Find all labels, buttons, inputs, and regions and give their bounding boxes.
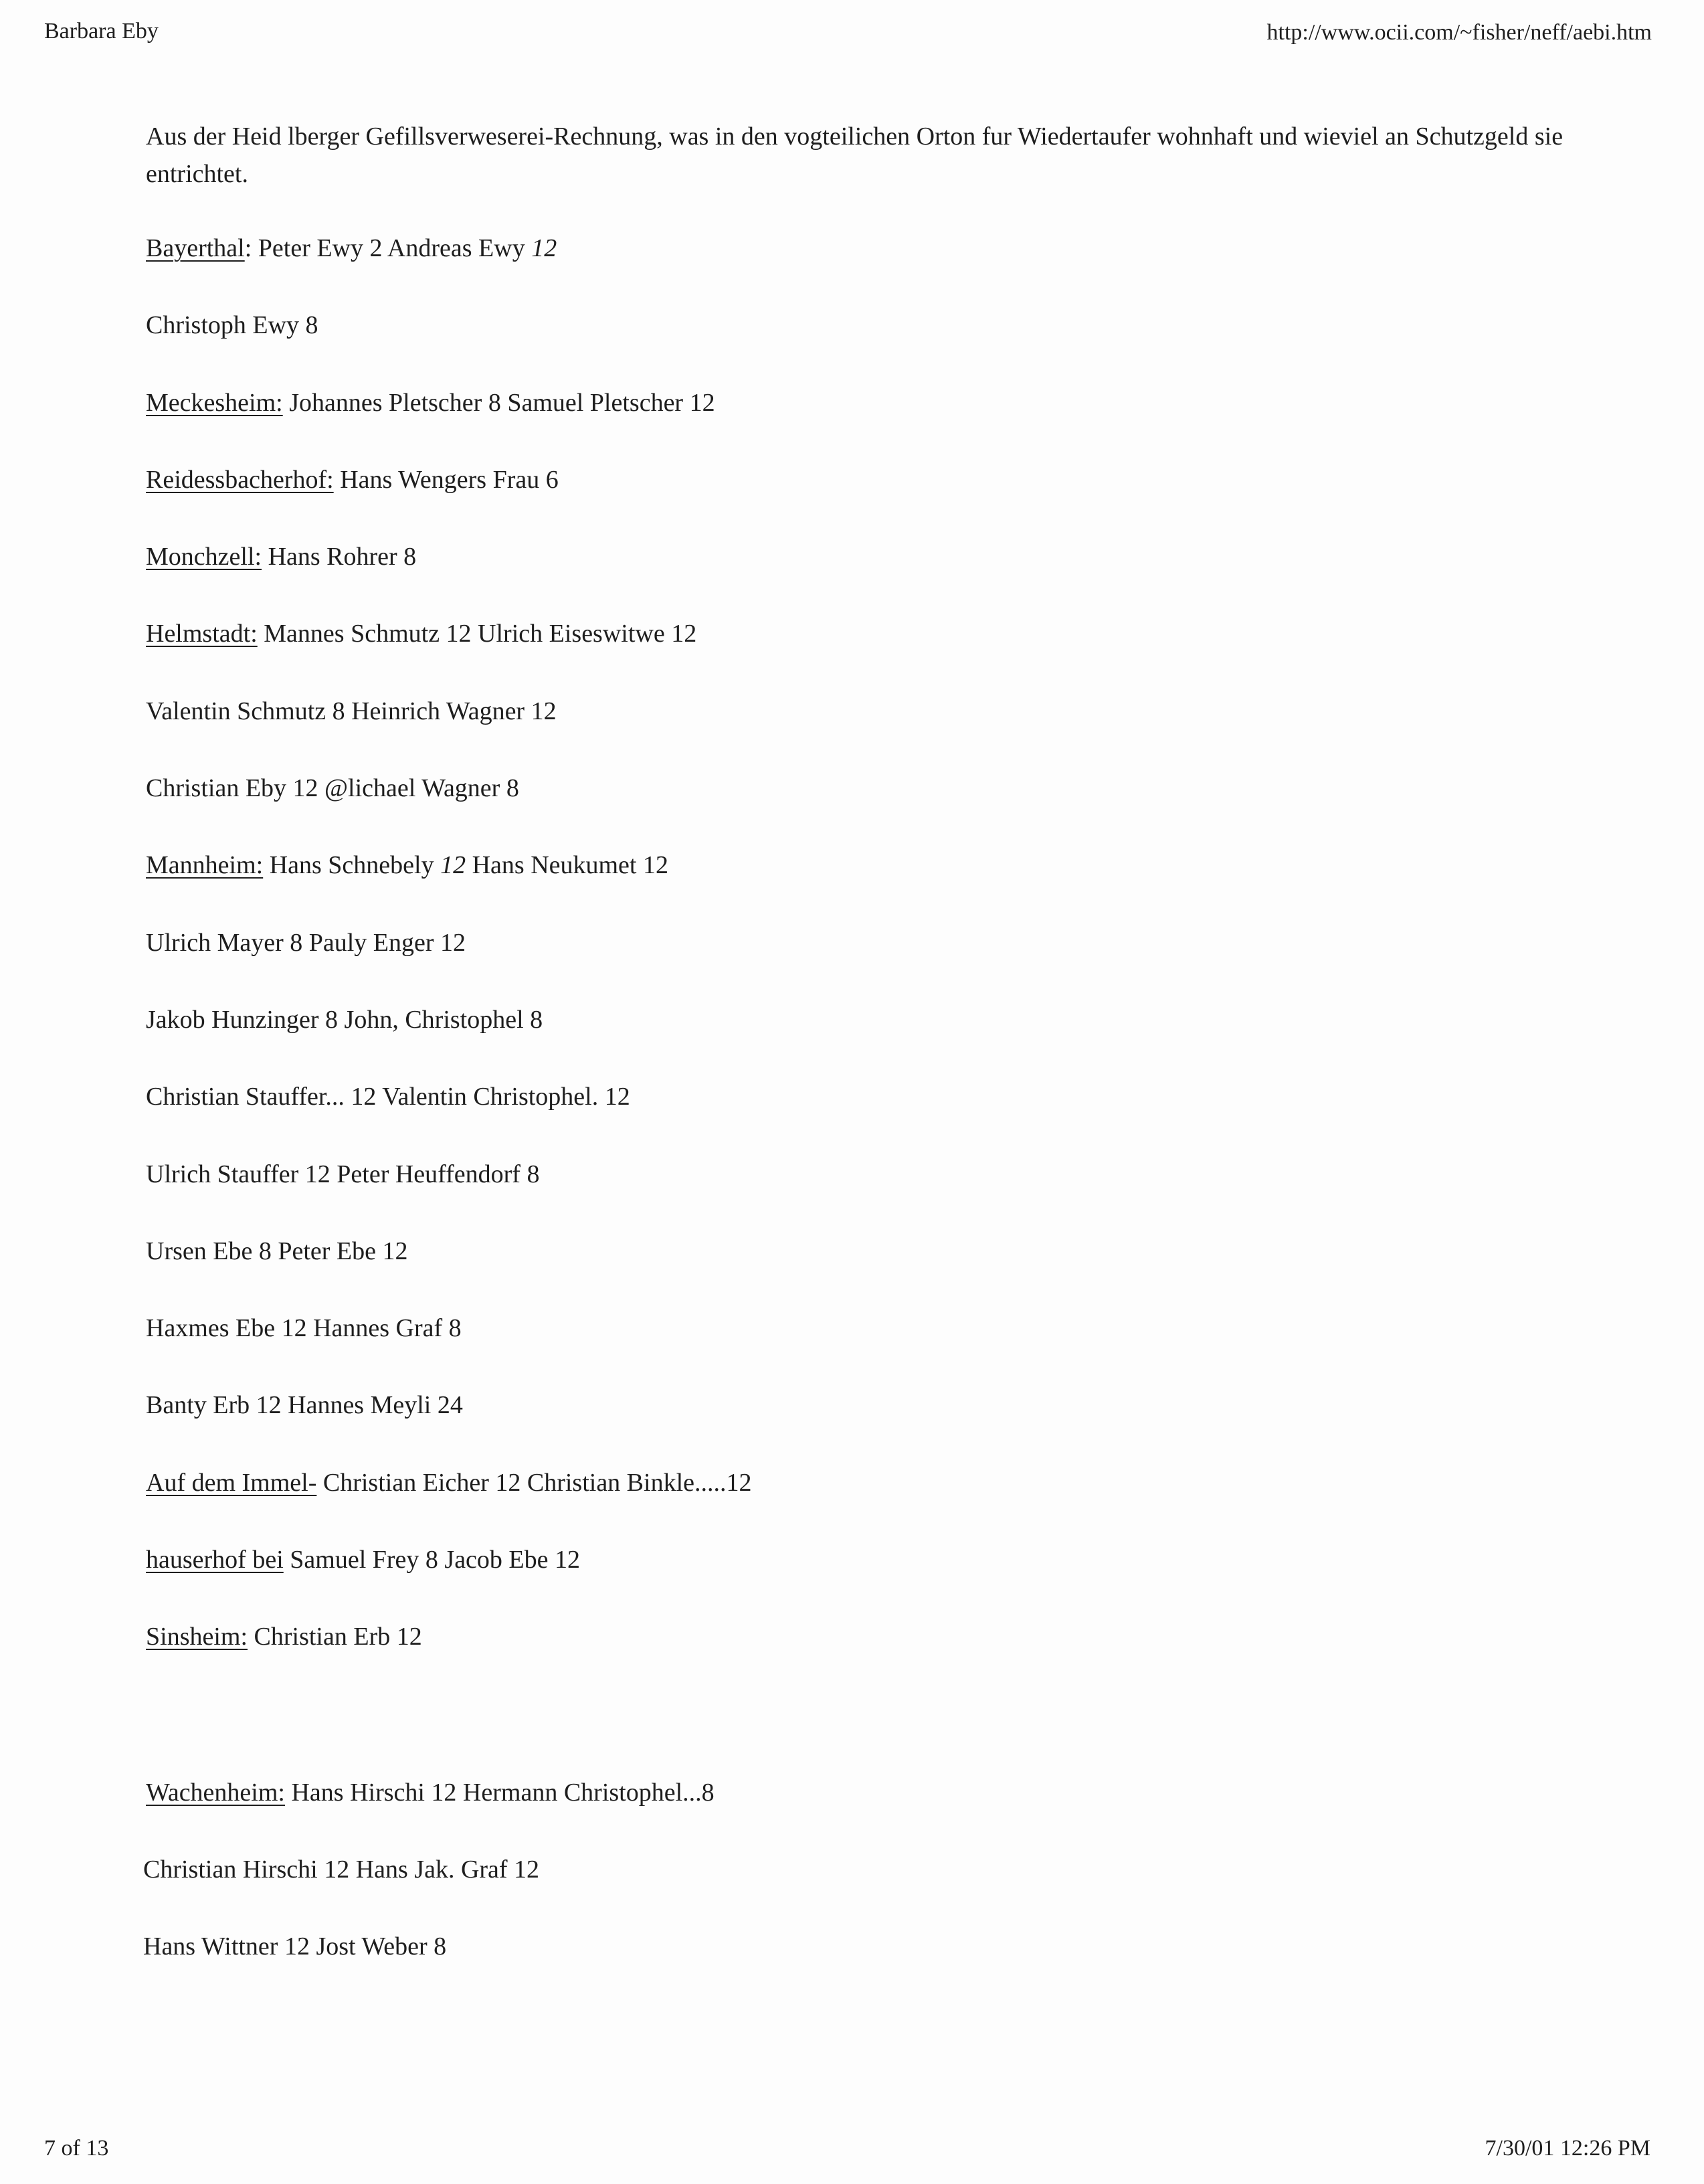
place-name: Meckesheim:: [146, 388, 283, 417]
entry-text: Hans Hirschi 12 Hermann Christophel...8: [284, 1778, 715, 1807]
entry-text: Peter Ewy 2 Andreas Ewy: [258, 234, 532, 262]
entry-mannheim: [146, 846, 1578, 923]
entry-helmstadt: [146, 615, 1578, 692]
footer-page-number: 7 of 13: [44, 2136, 109, 2161]
entry-line: [146, 924, 1578, 1001]
entry-text: Valentin Schmutz 8 Heinrich Wagner 12: [146, 697, 557, 725]
entry-text: Christian Stauffer... 12 Valentin Christophel. 12: [146, 1083, 630, 1111]
entry-text: Christian Eicher 12 Christian Binkle.....12: [316, 1468, 752, 1497]
entry-meckesheim: [146, 384, 1578, 461]
entry-hauserhof: [146, 1541, 1578, 1618]
entry-italic-value: 12: [440, 851, 466, 880]
place-name: Mannheim:: [146, 851, 264, 880]
entry-line: [146, 1386, 1578, 1463]
entry-line: [146, 693, 1578, 769]
entry-text: Banty Erb 12 Hannes Meyli 24: [146, 1391, 463, 1420]
entry-text: Christian Hirschi 12 Hans Jak. Graf 12: [143, 1855, 540, 1884]
place-name: Monchzell:: [146, 543, 262, 571]
entry-sinsheim: [146, 1618, 1578, 1695]
footer-timestamp: 7/30/01 12:26 PM: [1485, 2136, 1650, 2161]
entry-text: Christian Erb 12: [248, 1623, 422, 1651]
entry-line: [146, 1233, 1578, 1309]
header-url: http://www.ocii.com/~fisher/neff/aebi.htm: [1266, 20, 1652, 45]
separator: :: [244, 234, 258, 262]
entry-text: Johannes Pletscher 8 Samuel Pletscher 12: [282, 388, 715, 417]
entry-text: Mannes Schmutz 12 Ulrich Eiseswitwe 12: [257, 620, 697, 648]
entry-line: [146, 1156, 1578, 1233]
entry-line: [146, 1001, 1578, 1078]
entry-italic-value: 12: [531, 234, 557, 262]
entry-line: [146, 1309, 1578, 1386]
entry-text: Ulrich Mayer 8 Pauly Enger 12: [146, 928, 466, 957]
entry-text: Hans Rohrer 8: [262, 543, 417, 571]
entry-text: Christoph Ewy 8: [146, 311, 318, 340]
place-name: hauserhof bei: [146, 1546, 284, 1574]
entry-text: Ursen Ebe 8 Peter Ebe 12: [146, 1237, 408, 1265]
entry-text: Hans Schnebely: [263, 851, 441, 880]
place-name: Sinsheim:: [146, 1623, 248, 1651]
entry-monchzell: [146, 538, 1578, 615]
entry-reidessbacherhof: [146, 461, 1578, 538]
entry-text: Jakob Hunzinger 8 John, Christophel 8: [146, 1005, 543, 1034]
entry-text: Haxmes Ebe 12 Hannes Graf 8: [146, 1314, 462, 1343]
entry-line: [143, 1928, 1578, 2005]
intro-paragraph: Aus der Heid lberger Gefillsverweserei-Rechnung, was in den vogteilichen Orton fur Wiedertaufer wohnhaft und wieviel an Schutzgeld sie entrichtet.: [146, 122, 1564, 188]
place-name: Helmstadt:: [146, 620, 258, 648]
place-name: Reidessbacherhof:: [146, 465, 334, 494]
entry-text: Ulrich Stauffer 12 Peter Heuffendorf 8: [146, 1160, 540, 1188]
entry-text: Hans Wittner 12 Jost Weber 8: [143, 1932, 447, 1961]
place-name: Auf dem Immel-: [146, 1468, 317, 1497]
entry-text: Christian Eby 12 @lichael Wagner 8: [146, 774, 519, 803]
entry-text: Hans Wengers Frau 6: [333, 465, 559, 494]
entry-bayerthal: [146, 230, 1578, 306]
entry-auf-dem-immel: [146, 1464, 1578, 1541]
place-name: Wachenheim:: [146, 1778, 285, 1807]
entry-line: [143, 1851, 1578, 1928]
document-body: [143, 118, 1578, 2005]
entry-wachenheim: [146, 1774, 1578, 1851]
header-author: Barbara Eby: [44, 19, 159, 43]
entry-text-after: Hans Neukumet 12: [466, 851, 668, 880]
entry-line: [146, 1078, 1578, 1155]
entry-line: [146, 769, 1578, 846]
entry-text: Samuel Frey 8 Jacob Ebe 12: [283, 1546, 580, 1574]
entry-line: [146, 306, 1578, 383]
place-name: Bayerthal: [146, 234, 245, 262]
